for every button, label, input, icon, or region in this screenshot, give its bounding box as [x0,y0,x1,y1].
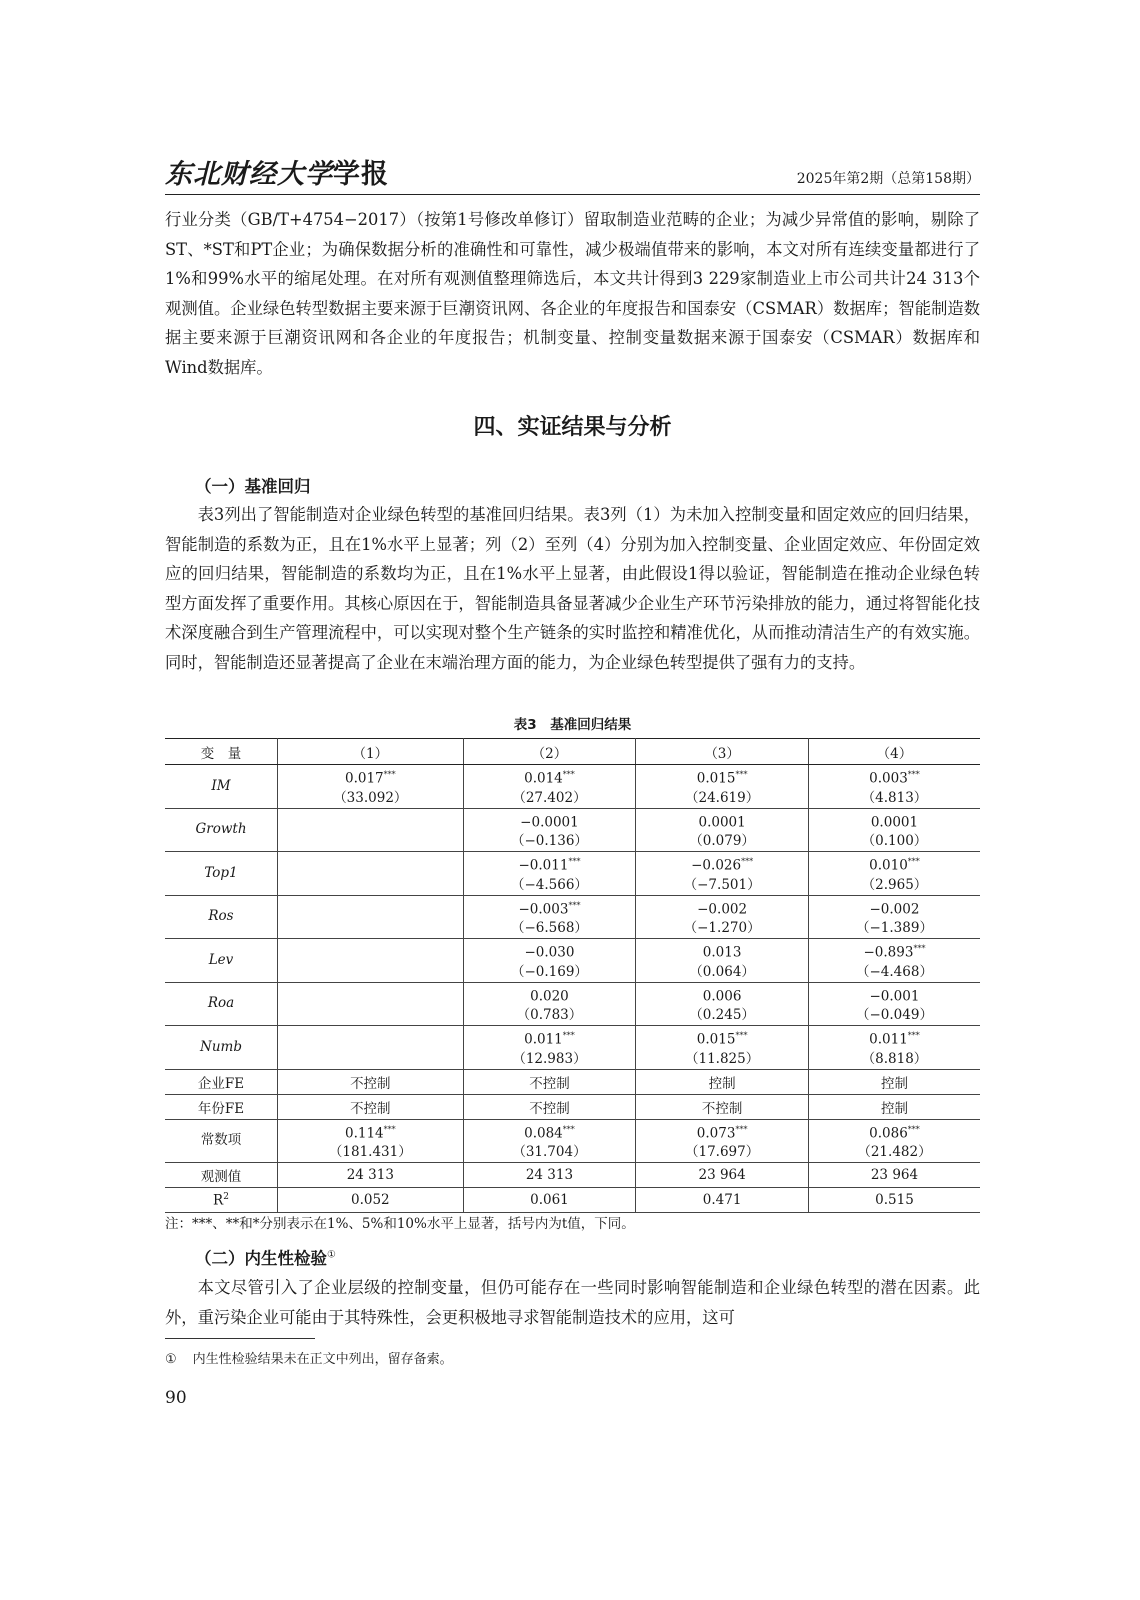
table-row [165,1069,980,1094]
table-row [165,808,980,852]
coef-cell [278,939,464,983]
table-row [165,982,980,1026]
running-header [165,150,980,195]
footnote: ① 内生性检验结果未在正文中列出，留存备索。 [165,1352,453,1367]
coef-cell: 0.073*** （17.697） [636,1119,809,1163]
coef-cell: 0.006 （0.245） [636,982,809,1026]
issue-info: 2025年第2期（总第158期） [796,171,980,187]
coef-cell: −0.0001 （−0.136） [463,808,636,852]
row-label: 年份FE [165,1094,278,1119]
value-cell: 24 313 [278,1163,464,1188]
value-cell: 0.052 [278,1188,464,1213]
variable-name: Ros [165,895,278,939]
coef-cell: −0.001 （−0.049） [808,982,980,1026]
coef-cell [278,895,464,939]
coef-cell: −0.011*** （−4.566） [463,852,636,896]
value-cell: 23 964 [636,1163,809,1188]
coef-cell: −0.026*** （−7.501） [636,852,809,896]
value-cell: 不控制 [278,1069,464,1094]
header-cell: （3） [636,739,809,765]
coef-cell: −0.893*** （−4.468） [808,939,980,983]
journal-logo: 东北财经大学学报 [165,159,389,190]
value-cell: 0.515 [808,1188,980,1213]
value-cell: 不控制 [463,1069,636,1094]
variable-name: Growth [165,808,278,852]
header-cell: （4） [808,739,980,765]
coef-cell: 0.010*** （2.965） [808,852,980,896]
section-title: 四、实证结果与分析 [473,415,672,440]
table-row [165,895,980,939]
table-row [165,1026,980,1070]
coef-cell: 0.0001 （0.079） [636,808,809,852]
table-note: 注：***、**和*分别表示在1%、5%和10%水平上显著，括号内为t值，下同。 [165,1216,635,1232]
coef-cell: 0.020 （0.783） [463,982,636,1026]
variable-name: Roa [165,982,278,1026]
value-cell: 24 313 [463,1163,636,1188]
value-cell: 23 964 [808,1163,980,1188]
table-row [165,1094,980,1119]
table-caption: 表3 基准回归结果 [513,717,632,733]
coef-cell: 0.003*** （4.813） [808,765,980,809]
coef-cell: −0.030 （−0.169） [463,939,636,983]
table-header-row [165,739,980,765]
table-row [165,1188,980,1213]
coef-cell: 0.114*** （181.431） [278,1119,464,1163]
value-cell: 0.471 [636,1188,809,1213]
value-cell: 不控制 [463,1094,636,1119]
coef-cell: −0.002 （−1.270） [636,895,809,939]
value-cell: 控制 [808,1069,980,1094]
coef-cell: 0.014*** （27.402） [463,765,636,809]
table-row [165,1163,980,1188]
table-row [165,852,980,896]
baseline-paragraph: 表3列出了智能制造对企业绿色转型的基准回归结果。表3列（1）为未加入控制变量和固定效应的回归结果，智能制造的系数为正，且在1%水平上显著；列（2）至列（4）分别为加入控制变量、企业固定效应、年份固定效应的回归结果，智能制造的系数均为正，且在1%水平上显著，由此假设1得以验证，智能制造在推动企业绿色转型方面发挥了重要作用。其核心原因在于，智能制造具备显著减少企业生产环节污染排放的能力，通过将智能化技术深度融合到生产管理流程中，可以实现对整个生产链条的实时监控和精准优化，从而推动清洁生产的有效实施。同时，智能制造还显著提高了企业在末端治理方面的能力，为企业绿色转型提供了强有力的支持。 [165,505,980,672]
variable-name: Lev [165,939,278,983]
variable-name: IM [165,765,278,809]
row-label: 观测值 [165,1163,278,1188]
row-label: 常数项 [165,1119,278,1163]
coef-cell: 0.013 （0.064） [636,939,809,983]
coef-cell [278,852,464,896]
coef-cell: −0.003*** （−6.568） [463,895,636,939]
coef-cell: 0.015*** （24.619） [636,765,809,809]
subsection-title-endogeneity: （二）内生性检验① [195,1249,336,1268]
variable-name: Top1 [165,852,278,896]
value-cell: 控制 [808,1094,980,1119]
footnote-ref: ① [327,1249,336,1261]
row-label: 企业FE [165,1069,278,1094]
header-cell: （1） [278,739,464,765]
table-row [165,765,980,809]
coef-cell: −0.002 （−1.389） [808,895,980,939]
coef-cell: 0.086*** （21.482） [808,1119,980,1163]
variable-name: Numb [165,1026,278,1070]
coef-cell: 0.015*** （11.825） [636,1026,809,1070]
regression-table [165,738,980,1213]
row-label: $R^2$ [165,1188,278,1213]
coef-cell: 0.084*** （31.704） [463,1119,636,1163]
value-cell: 不控制 [278,1094,464,1119]
table-row [165,939,980,983]
endogeneity-paragraph: 本文尽管引入了企业层级的控制变量，但仍可能存在一些同时影响智能制造和企业绿色转型的潜在因素。此外，重污染企业可能由于其特殊性，会更积极地寻求智能制造技术的应用，这可 [165,1278,980,1327]
header-cell: （2） [463,739,636,765]
footnote-rule [165,1338,315,1339]
table-row [165,1119,980,1163]
value-cell: 0.061 [463,1188,636,1213]
value-cell: 控制 [636,1069,809,1094]
header-cell: 变 量 [165,739,278,765]
coef-cell [278,808,464,852]
subsection-title-baseline: （一）基准回归 [195,477,311,496]
intro-paragraph: 行业分类（GB/T+4754−2017）（按第1号修改单修订）留取制造业范畴的企业；为减少异常值的影响，剔除了ST、*ST和PT企业；为确保数据分析的准确性和可靠性，减少极端值带来的影响，本文对所有连续变量都进行了1%和99%水平的缩尾处理。在对所有观测值整理筛选后，本文共计得到3 229家制造业上市公司共计24 313个观测值。企业绿色转型数据主要来源于巨潮资讯网、各企业的年度报告和国泰安（CSMAR）数据库；智能制造数据主要来源于巨潮资讯网和各企业的年度报告；机制变量、控制变量数据来源于国泰安（CSMAR）数据库和Wind数据库。 [165,210,980,377]
coef-cell: 0.011*** （8.818） [808,1026,980,1070]
page-number: 90 [165,1388,187,1408]
coef-cell: 0.011*** （12.983） [463,1026,636,1070]
coef-cell [278,982,464,1026]
coef-cell: 0.0001 （0.100） [808,808,980,852]
coef-cell [278,1026,464,1070]
coef-cell: 0.017*** （33.092） [278,765,464,809]
value-cell: 不控制 [636,1094,809,1119]
